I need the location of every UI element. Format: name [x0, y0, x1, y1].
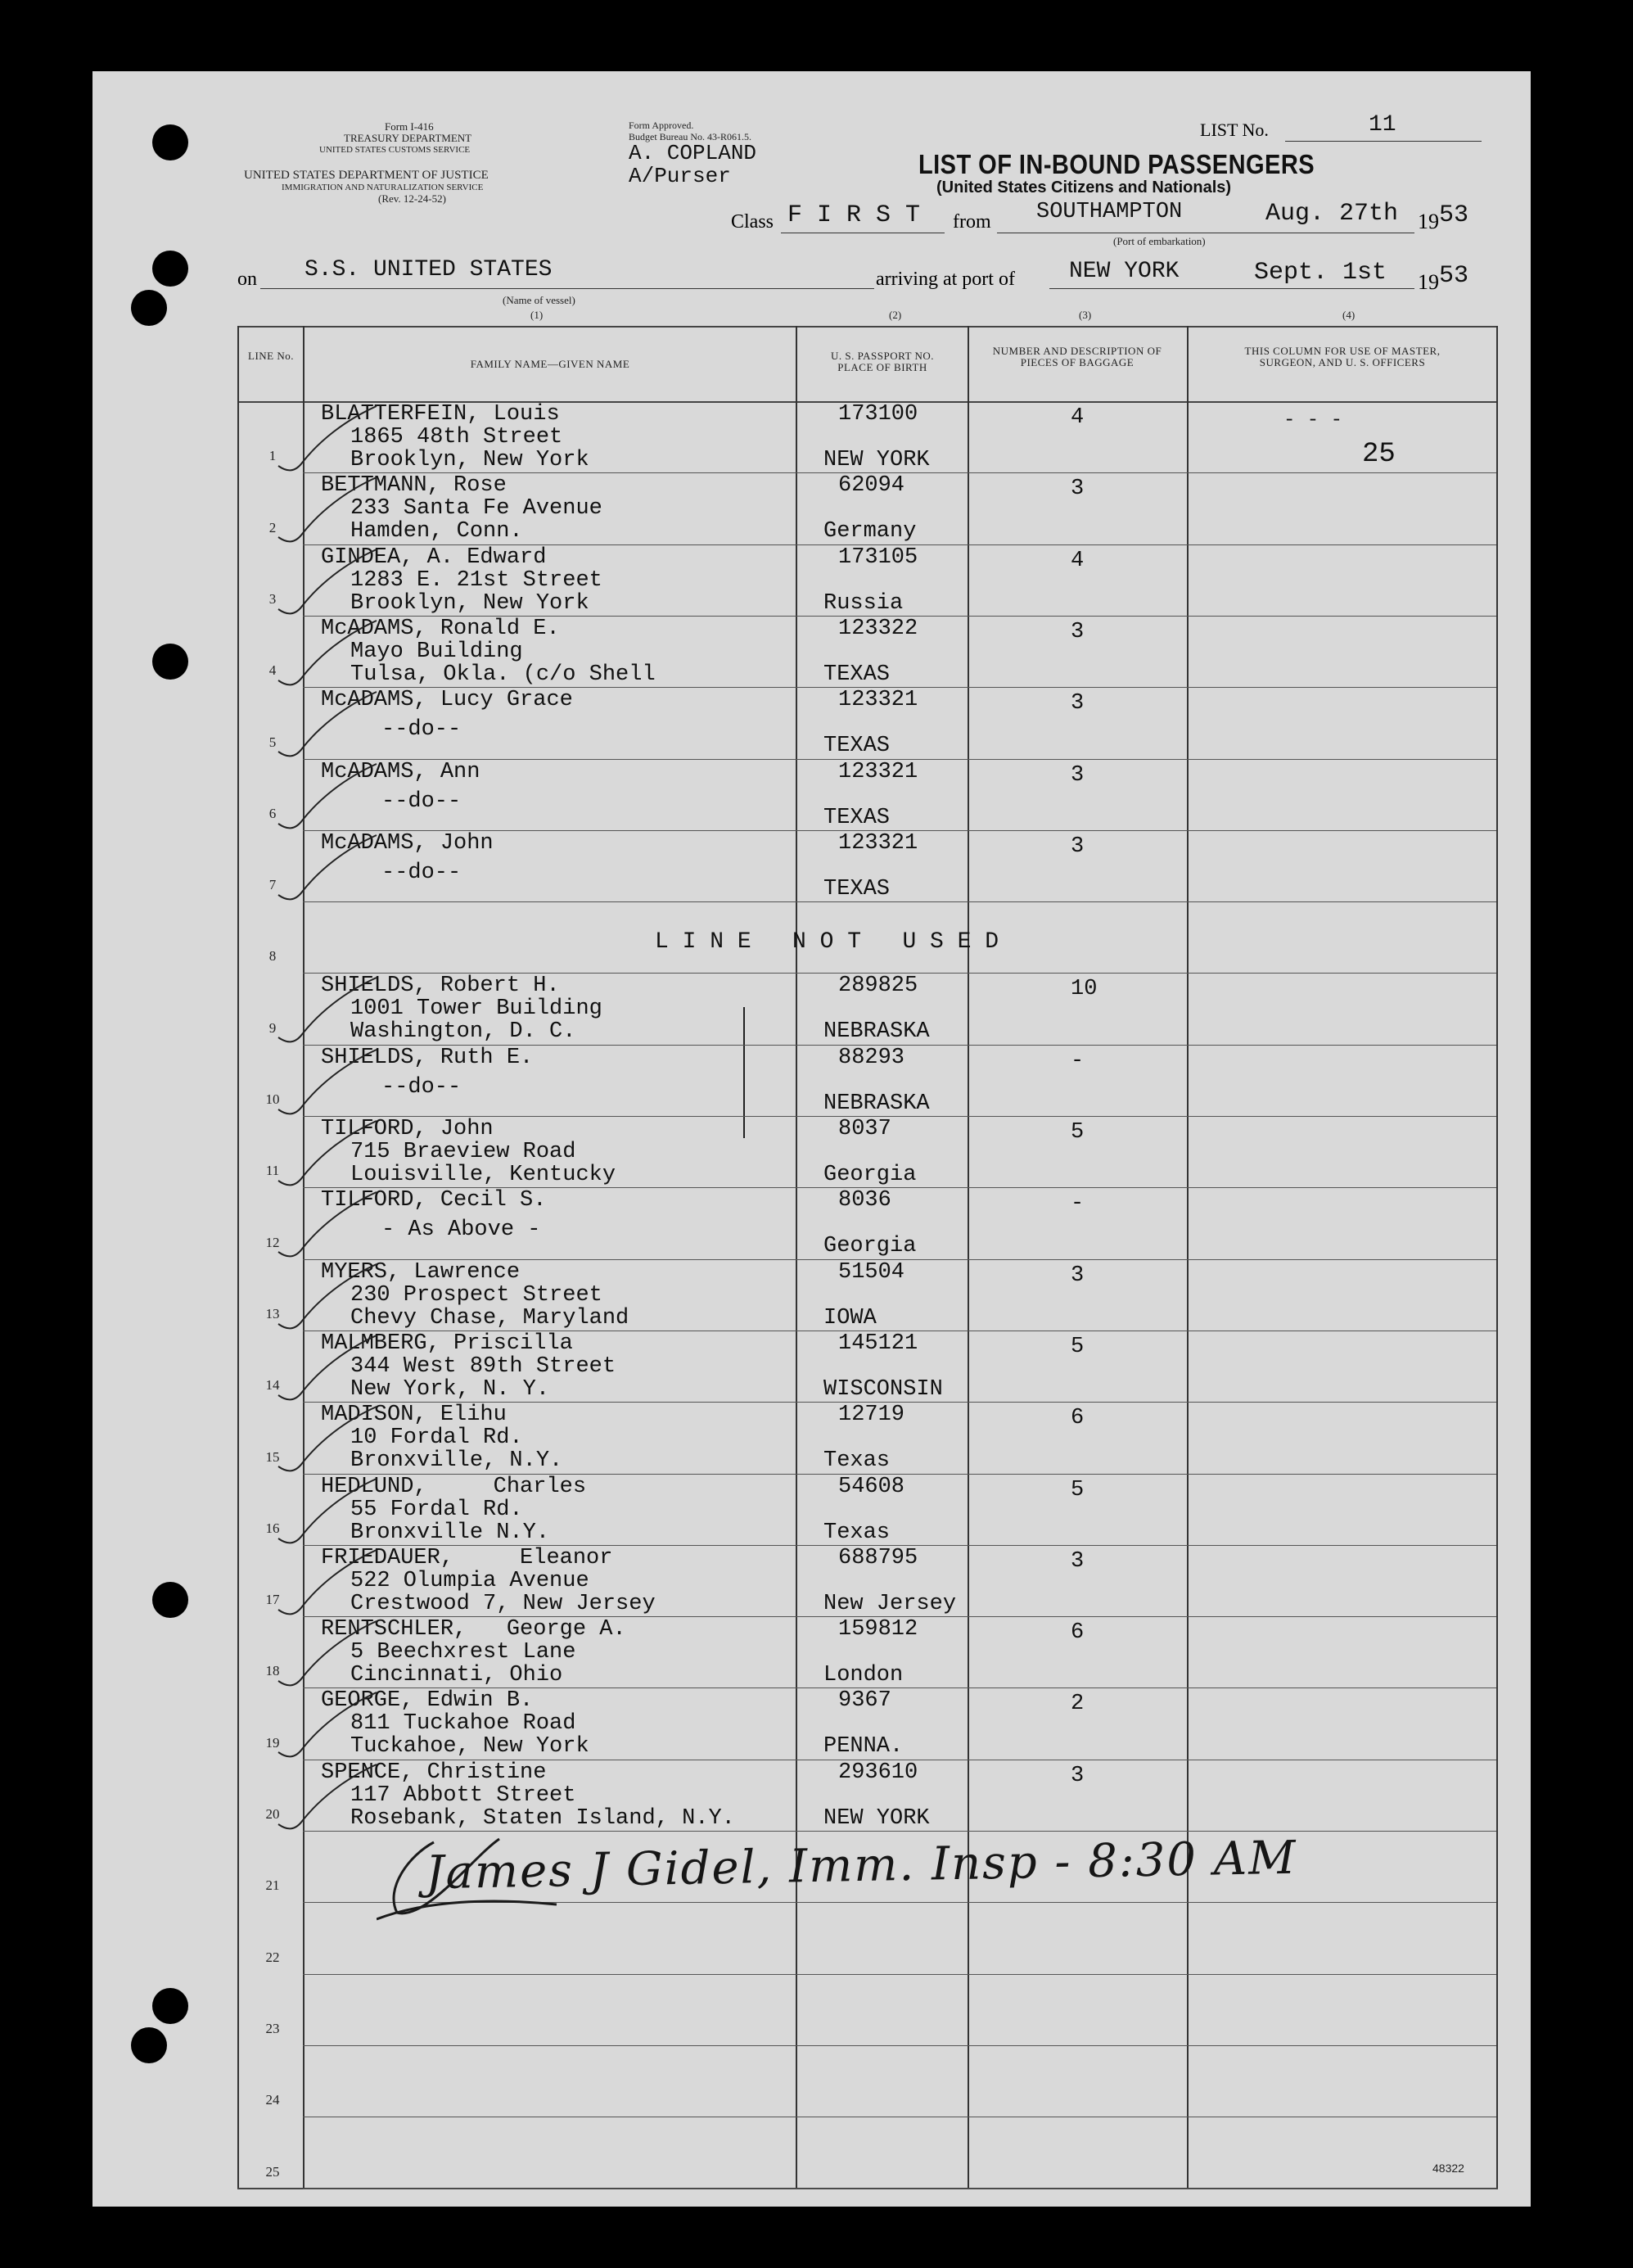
form-title: LIST OF IN-BOUND PASSENGERS — [918, 149, 1315, 179]
check-mark — [270, 1263, 385, 1336]
passport-number: 54608 — [838, 1475, 905, 1499]
check-mark — [270, 1119, 385, 1193]
passenger-address-line1: --do-- — [381, 861, 462, 885]
arrival-year: 53 — [1439, 262, 1469, 290]
passenger-name: McADAMS, Ann — [321, 760, 480, 784]
budget-label: Budget Bureau No. 43-R061.5. — [629, 131, 751, 142]
line-number: 19 — [265, 1735, 280, 1751]
passenger-name: GEORGE, Edwin B. — [321, 1688, 534, 1713]
passenger-name: TILFORD, Cecil S. — [321, 1188, 547, 1213]
check-mark — [270, 762, 385, 836]
passenger-name: SPENCE, Christine — [321, 1760, 547, 1785]
passenger-name: MALMBERG, Priscilla — [321, 1331, 573, 1356]
passenger-address-line1: 811 Tuckahoe Road — [350, 1711, 576, 1736]
passenger-name: McADAMS, John — [321, 831, 494, 856]
passenger-address-line1: 10 Fordal Rd. — [350, 1425, 523, 1450]
place-of-birth: TEXAS — [823, 877, 891, 901]
purser-name: A. COPLAND — [629, 141, 757, 165]
place-of-birth: Georgia — [823, 1234, 917, 1258]
header-officers: THIS COLUMN FOR USE OF MASTER, SURGEON, AND U. S. OFFICERS — [1244, 345, 1441, 368]
arrival-underline — [1049, 288, 1414, 289]
check-mark — [270, 404, 385, 478]
column-number-1: (1) — [530, 309, 544, 321]
check-mark — [270, 1691, 385, 1764]
passenger-address-line1: --do-- — [381, 717, 462, 742]
passenger-address-line2: Tuckahoe, New York — [350, 1734, 589, 1759]
arrival-date: Sept. 1st — [1254, 259, 1387, 287]
list-number-underline — [1285, 141, 1482, 142]
baggage-count: 3 — [1071, 620, 1085, 644]
customs-label: UNITED STATES CUSTOMS SERVICE — [319, 145, 471, 155]
passport-number: 9367 — [838, 1688, 891, 1713]
punch-hole — [152, 1988, 188, 2024]
passport-number: 62094 — [838, 473, 905, 498]
approved-label: Form Approved. — [629, 120, 694, 131]
passenger-address-line2: Hamden, Conn. — [350, 519, 523, 544]
place-of-birth: London — [823, 1663, 904, 1687]
header-name: FAMILY NAME—GIVEN NAME — [470, 358, 630, 370]
passenger-address-line2: Crestwood 7, New Jersey — [350, 1592, 656, 1616]
passenger-address-line2: Chevy Chase, Maryland — [350, 1306, 629, 1331]
passenger-name: MYERS, Lawrence — [321, 1260, 521, 1285]
column-number-2: (2) — [889, 309, 902, 321]
line-number: 4 — [268, 662, 277, 678]
passport-number: 173105 — [838, 545, 918, 570]
line-number: 13 — [265, 1306, 280, 1321]
line-number: 15 — [265, 1449, 280, 1465]
check-mark — [270, 548, 385, 621]
passenger-address-line2: Louisville, Kentucky — [350, 1163, 616, 1187]
check-mark — [270, 1190, 385, 1264]
check-mark — [270, 976, 385, 1050]
arrival-port: NEW YORK — [1069, 259, 1180, 284]
line-number: 6 — [268, 806, 277, 821]
place-of-birth: NEW YORK — [823, 448, 930, 472]
embarkation-port: SOUTHAMPTON — [1036, 200, 1183, 224]
line-not-used-text: L I N E N O T U S E D — [655, 929, 999, 955]
punch-hole — [152, 644, 188, 680]
passport-number: 289825 — [838, 974, 918, 998]
line-number: 2 — [268, 520, 277, 535]
place-of-birth: NEBRASKA — [823, 1091, 930, 1116]
form-subtitle: (United States Citizens and Nationals) — [936, 178, 1232, 197]
check-mark — [270, 619, 385, 693]
passenger-address-line2: New York, N. Y. — [350, 1377, 550, 1402]
baggage-count: 10 — [1071, 977, 1098, 1001]
passenger-address-line1: 715 Braeview Road — [350, 1140, 576, 1164]
line-number: 9 — [268, 1020, 277, 1036]
check-mark — [270, 476, 385, 549]
class-label: Class — [731, 211, 774, 233]
check-mark — [270, 1405, 385, 1479]
purser-title: A/Purser — [629, 164, 731, 188]
punch-hole — [152, 1582, 188, 1618]
place-of-birth: WISCONSIN — [823, 1377, 943, 1402]
place-of-birth: Germany — [823, 519, 917, 544]
line-number: 20 — [265, 1806, 280, 1822]
place-of-birth: Texas — [823, 1448, 891, 1473]
passenger-address-line2: Bronxville, N.Y. — [350, 1448, 563, 1473]
column-number-4: (4) — [1342, 309, 1356, 321]
line-number: 24 — [265, 2092, 280, 2108]
column-number-3: (3) — [1079, 309, 1092, 321]
punch-hole — [152, 124, 188, 160]
officer-count: 25 — [1362, 439, 1396, 470]
line-number: 23 — [265, 2021, 280, 2036]
from-label: from — [953, 211, 991, 233]
passport-number: 123322 — [838, 617, 918, 641]
vessel-note: (Name of vessel) — [503, 294, 575, 306]
row-divider — [303, 1974, 1496, 1975]
passenger-name: FRIEDAUER, Eleanor — [321, 1546, 613, 1570]
check-mark — [270, 1334, 385, 1407]
place-of-birth: Russia — [823, 591, 904, 616]
footer-code: 48322 — [1432, 2162, 1464, 2175]
passenger-address-line1: 522 Olumpia Avenue — [350, 1569, 589, 1593]
passenger-address-line2: Washington, D. C. — [350, 1019, 576, 1044]
place-of-birth: New Jersey — [823, 1592, 957, 1616]
baggage-count: 6 — [1071, 1620, 1085, 1645]
passenger-address-line1: - As Above - — [381, 1218, 541, 1242]
passport-number: 12719 — [838, 1403, 905, 1427]
passenger-address-line1: 55 Fordal Rd. — [350, 1498, 523, 1522]
baggage-count: 5 — [1071, 1120, 1085, 1145]
passenger-name: HEDLUND, Charles — [321, 1475, 587, 1499]
header-line-no: LINE No. — [248, 350, 294, 362]
embarkation-year-prefix: 19 — [1418, 210, 1439, 233]
passenger-name: GINDEA, A. Edward — [321, 545, 547, 570]
column-divider — [237, 326, 239, 2189]
passenger-address-line2: Bronxville N.Y. — [350, 1520, 550, 1545]
list-number: 11 — [1369, 112, 1396, 138]
baggage-count: 4 — [1071, 549, 1085, 573]
passenger-address-line2: Brooklyn, New York — [350, 448, 589, 472]
place-of-birth: TEXAS — [823, 662, 891, 687]
passport-number: 293610 — [838, 1760, 918, 1785]
row-divider — [303, 2045, 1496, 2046]
passenger-name: SHIELDS, Ruth E. — [321, 1046, 534, 1070]
table-top-border — [237, 326, 1498, 328]
embarkation-date: Aug. 27th — [1265, 200, 1399, 228]
passenger-name: BLATTERFEIN, Louis — [321, 402, 560, 427]
passport-number: 688795 — [838, 1546, 918, 1570]
punch-hole — [131, 2027, 167, 2063]
line-number: 25 — [265, 2164, 280, 2180]
passport-number: 8037 — [838, 1117, 891, 1141]
passport-number: 159812 — [838, 1617, 918, 1642]
class-value: F I R S T — [787, 201, 921, 229]
passenger-name: SHIELDS, Robert H. — [321, 974, 560, 998]
line-number: 1 — [268, 448, 277, 463]
place-of-birth: NEBRASKA — [823, 1019, 930, 1044]
baggage-count: 3 — [1071, 1263, 1085, 1288]
line-number: 14 — [265, 1377, 280, 1393]
baggage-count: 3 — [1071, 763, 1085, 788]
check-mark — [270, 1548, 385, 1622]
passenger-address-line1: --do-- — [381, 1075, 462, 1100]
passenger-address-line2: Tulsa, Okla. (c/o Shell — [350, 662, 656, 687]
place-of-birth: TEXAS — [823, 806, 891, 830]
place-of-birth: TEXAS — [823, 734, 891, 758]
baggage-count: 3 — [1071, 1549, 1085, 1574]
justice-label: UNITED STATES DEPARTMENT OF JUSTICE — [244, 169, 489, 182]
baggage-count: 2 — [1071, 1692, 1085, 1716]
baggage-count: 5 — [1071, 1478, 1085, 1502]
bracket-mark — [743, 1007, 745, 1138]
passenger-address-line1: --do-- — [381, 789, 462, 814]
passenger-address-line2: Rosebank, Staten Island, N.Y. — [350, 1806, 735, 1831]
vessel-underline — [260, 288, 874, 289]
check-mark — [270, 1048, 385, 1122]
passenger-address-line1: 1283 E. 21st Street — [350, 568, 602, 593]
row-divider — [303, 901, 1496, 902]
check-mark — [270, 690, 385, 764]
header-passport: U. S. PASSPORT NO. PLACE OF BIRTH — [831, 350, 934, 373]
passenger-address-line1: 117 Abbott Street — [350, 1783, 576, 1808]
arrival-year-prefix: 19 — [1418, 270, 1439, 294]
passport-number: 8036 — [838, 1188, 891, 1213]
passport-number: 51504 — [838, 1260, 905, 1285]
line-number: 21 — [265, 1877, 280, 1893]
line-number: 8 — [268, 948, 277, 964]
check-mark — [270, 834, 385, 907]
vessel-name: S.S. UNITED STATES — [304, 257, 553, 282]
line-number: 22 — [265, 1949, 280, 1965]
line-number: 11 — [265, 1163, 280, 1178]
line-number: 12 — [265, 1235, 280, 1250]
line-number: 10 — [265, 1091, 280, 1107]
passport-number: 123321 — [838, 688, 918, 712]
passenger-name: TILFORD, John — [321, 1117, 494, 1141]
passenger-address-line2: Brooklyn, New York — [350, 591, 589, 616]
passenger-name: RENTSCHLER, George A. — [321, 1617, 626, 1642]
passenger-address-line1: 344 West 89th Street — [350, 1354, 616, 1379]
baggage-count: 3 — [1071, 477, 1085, 501]
place-of-birth: NEW YORK — [823, 1806, 930, 1831]
treasury-label: TREASURY DEPARTMENT — [344, 132, 472, 144]
check-mark — [270, 1763, 385, 1837]
passenger-address-line1: 1001 Tower Building — [350, 996, 602, 1021]
revision-label: (Rev. 12-24-52) — [378, 192, 446, 205]
passenger-address-line1: 233 Santa Fe Avenue — [350, 496, 602, 521]
passenger-name: McADAMS, Ronald E. — [321, 617, 560, 641]
immigration-label: IMMIGRATION AND NATURALIZATION SERVICE — [282, 183, 484, 192]
line-number: 18 — [265, 1663, 280, 1678]
passport-number: 123321 — [838, 831, 918, 856]
baggage-count: 6 — [1071, 1406, 1085, 1430]
place-of-birth: IOWA — [823, 1306, 877, 1331]
passenger-address-line1: 5 Beechxrest Lane — [350, 1640, 576, 1665]
passenger-name: MADISON, Elihu — [321, 1403, 507, 1427]
punch-hole — [152, 251, 188, 287]
embarkation-note: (Port of embarkation) — [1113, 235, 1206, 247]
place-of-birth: Georgia — [823, 1163, 917, 1187]
header-baggage: NUMBER AND DESCRIPTION OF PIECES OF BAGGAGE — [992, 345, 1162, 368]
passenger-address-line1: 230 Prospect Street — [350, 1283, 602, 1308]
passport-number: 145121 — [838, 1331, 918, 1356]
line-number: 7 — [268, 877, 277, 892]
passenger-name: BETTMANN, Rose — [321, 473, 507, 498]
line-number: 17 — [265, 1592, 280, 1607]
passport-number: 123321 — [838, 760, 918, 784]
line-number: 3 — [268, 591, 277, 607]
place-of-birth: Texas — [823, 1520, 891, 1545]
punch-hole — [131, 290, 167, 326]
passenger-address-line2: Cincinnati, Ohio — [350, 1663, 563, 1687]
passenger-address-line1: Mayo Building — [350, 639, 523, 664]
baggage-count: 4 — [1071, 405, 1085, 430]
signature-text: James J Gidel, Imm. Insp - 8:30 AM — [425, 1831, 1298, 1900]
list-number-label: LIST No. — [1200, 120, 1269, 140]
passenger-name: McADAMS, Lucy Grace — [321, 688, 573, 712]
baggage-count: 5 — [1071, 1335, 1085, 1359]
form-number: Form I-416 — [385, 120, 434, 133]
on-label: on — [237, 269, 257, 290]
baggage-count: 3 — [1071, 834, 1085, 859]
line-number: 5 — [268, 734, 277, 750]
passenger-address-line1: 1865 48th Street — [350, 425, 563, 450]
line-number: 16 — [265, 1520, 280, 1536]
place-of-birth: PENNA. — [823, 1734, 904, 1759]
embarkation-year: 53 — [1439, 201, 1469, 229]
check-mark — [270, 1477, 385, 1551]
baggage-count: 3 — [1071, 1764, 1085, 1788]
baggage-count: - — [1071, 1049, 1085, 1073]
arriving-label: arriving at port of — [876, 269, 1015, 290]
baggage-count: 3 — [1071, 691, 1085, 716]
baggage-count: - — [1071, 1191, 1085, 1216]
check-mark — [270, 1620, 385, 1693]
officer-dashes: - - - — [1283, 409, 1343, 431]
passport-number: 88293 — [838, 1046, 905, 1070]
passport-number: 173100 — [838, 402, 918, 427]
